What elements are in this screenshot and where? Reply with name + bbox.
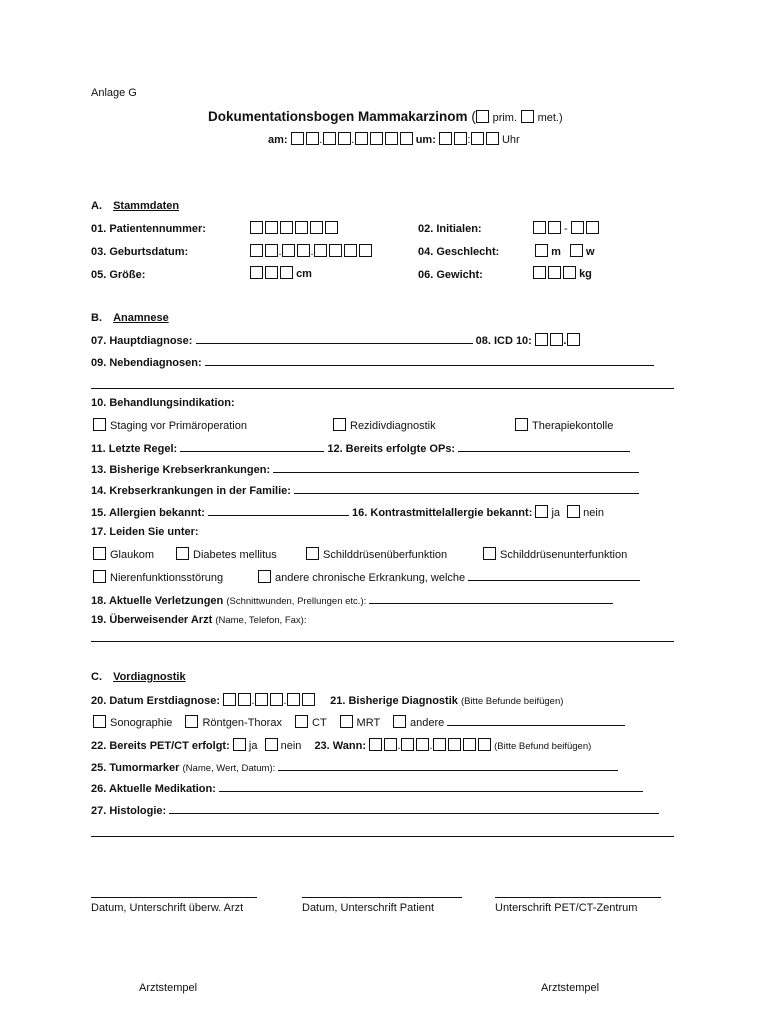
histology-line[interactable] — [169, 803, 659, 814]
petct-ja-checkbox[interactable] — [233, 738, 246, 751]
therapie-checkbox[interactable] — [515, 418, 528, 431]
section-a-letter: A. — [91, 200, 102, 212]
section-c-heading — [91, 671, 186, 683]
time-label: um: — [415, 134, 436, 146]
field-23-note: (Bitte Befund beifügen) — [494, 741, 592, 752]
kidney-label: Nierenfunktionsstörung — [110, 572, 224, 584]
signature-label-center: Unterschrift PET/CT-Zentrum — [495, 902, 638, 914]
prim-label: prim. — [492, 112, 518, 124]
diabetes-checkbox[interactable] — [176, 547, 189, 560]
field-18-label: 18. Aktuelle Verletzungen — [91, 595, 224, 607]
allergies-line[interactable] — [208, 505, 349, 516]
contrast-allergy-nein-checkbox[interactable] — [567, 505, 580, 518]
field-21-note: (Bitte Befunde beifügen) — [460, 696, 564, 707]
mrt-label: MRT — [356, 717, 380, 729]
section-a-heading — [91, 200, 179, 212]
petct-nein-label: nein — [280, 740, 302, 752]
field-25-row — [91, 760, 618, 774]
medication-line[interactable] — [219, 781, 643, 792]
other-diag-label: andere — [410, 717, 445, 729]
field-10-label: 10. Behandlungsindikation: — [91, 397, 235, 409]
field-19-note: (Name, Telefon, Fax): — [215, 615, 307, 626]
contrast-allergy-nein-label: nein — [583, 507, 604, 519]
diagnostics-options — [93, 715, 625, 729]
signature-line-center[interactable] — [495, 897, 661, 898]
field-26-label: 26. Aktuelle Medikation: — [91, 783, 216, 795]
field-27-row — [91, 803, 659, 817]
last-period-line[interactable] — [180, 441, 324, 452]
icd-field[interactable] — [535, 333, 563, 346]
gender-m-checkbox[interactable] — [535, 244, 548, 257]
gender-w-label: w — [585, 246, 595, 258]
section-b-heading — [91, 312, 169, 324]
indication-staging — [93, 418, 247, 432]
condition-glaukom — [93, 547, 154, 561]
weight-unit: kg — [579, 268, 592, 280]
section-c-title: Vordiagnostik — [113, 671, 186, 683]
field-13-row — [91, 462, 639, 476]
field-07-row: 07. Hauptdiagnose: 08. ICD 10: . — [91, 333, 580, 347]
condition-diabetes — [176, 547, 277, 561]
other-chronic-line[interactable] — [468, 570, 640, 581]
tumor-marker-line[interactable] — [278, 760, 618, 771]
initials-field[interactable]: - — [533, 221, 599, 235]
doctor-stamp-label: Arztstempel — [139, 982, 198, 994]
glaukom-checkbox[interactable] — [93, 547, 106, 560]
date-month-field[interactable] — [323, 132, 351, 145]
contrast-allergy-ja-label: ja — [551, 507, 561, 519]
other-chronic-checkbox[interactable] — [258, 570, 271, 583]
field-06-label: 06. Gewicht: — [418, 269, 483, 281]
ct-checkbox[interactable] — [295, 715, 308, 728]
condition-schild-unter — [483, 547, 627, 561]
petct-date-year[interactable] — [433, 738, 491, 751]
field-16-label: 16. Kontrastmittelallergie bekannt: — [352, 507, 533, 519]
petct-date-month[interactable] — [401, 738, 429, 751]
therapie-label: Therapiekontolle — [532, 420, 614, 432]
other-chronic-label: andere chronische Erkrankung, welche — [275, 572, 466, 584]
field-21-label: 21. Bisherige Diagnostik — [330, 695, 458, 707]
center-stamp-label: Arztstempel — [541, 982, 600, 994]
staging-label: Staging vor Primäroperation — [110, 420, 247, 432]
rezidiv-label: Rezidivdiagnostik — [350, 420, 436, 432]
previous-cancers-line[interactable] — [273, 462, 639, 473]
sono-label: Sonographie — [110, 717, 173, 729]
mrt-checkbox[interactable] — [340, 715, 353, 728]
field-19-label: 19. Überweisender Arzt — [91, 614, 213, 626]
other-diag-line[interactable] — [447, 715, 625, 726]
height-field[interactable] — [250, 266, 312, 280]
field-01-label: 01. Patientennummer: — [91, 223, 206, 235]
hyperthyroid-checkbox[interactable] — [306, 547, 319, 560]
icd-suffix-box[interactable] — [567, 333, 580, 346]
date-year-field[interactable] — [355, 132, 413, 145]
staging-checkbox[interactable] — [93, 418, 106, 431]
first-diagnosis-year[interactable] — [287, 693, 315, 706]
field-08-label: 08. ICD 10: — [475, 335, 532, 347]
field-09-row — [91, 355, 654, 369]
field-20-label: 20. Datum Erstdiagnose: — [91, 695, 220, 707]
first-diagnosis-month[interactable] — [255, 693, 283, 706]
secondary-diagnoses-line-2[interactable] — [91, 388, 674, 389]
annex-label: Anlage G — [91, 87, 137, 99]
form-title: Dokumentationsbogen Mammakarzinom — [208, 109, 468, 124]
field-11-label: 11. Letzte Regel: — [91, 443, 178, 455]
time-hour-field[interactable] — [439, 132, 467, 145]
petct-ja-label: ja — [248, 740, 258, 752]
field-18-row — [91, 593, 613, 607]
kidney-checkbox[interactable] — [93, 570, 106, 583]
date-day-field[interactable] — [291, 132, 319, 145]
field-19-row — [91, 614, 306, 626]
field-25-note: (Name, Wert, Datum): — [182, 763, 276, 774]
secondary-diagnoses-line[interactable] — [205, 355, 654, 366]
field-07-label: 07. Hauptdiagnose: — [91, 335, 193, 347]
field-22-label: 22. Bereits PET/CT erfolgt: — [91, 740, 230, 752]
field-11-12-row — [91, 441, 630, 455]
histology-line-2[interactable] — [91, 836, 674, 837]
field-05-label: 05. Größe: — [91, 269, 146, 281]
sono-checkbox[interactable] — [93, 715, 106, 728]
field-14-label: 14. Krebserkrankungen in der Familie: — [91, 485, 291, 497]
signature-label-doctor: Datum, Unterschrift überw. Arzt — [91, 902, 244, 914]
prim-checkbox[interactable] — [476, 110, 489, 123]
injuries-line[interactable] — [369, 593, 613, 604]
field-15-16-row — [91, 505, 604, 519]
time-minute-field[interactable] — [471, 132, 499, 145]
previous-ops-line[interactable] — [458, 441, 630, 452]
form-title-line: Dokumentationsbogen Mammakarzinom ( prim. met.) — [208, 109, 563, 124]
section-c-letter: C. — [91, 671, 102, 683]
xray-label: Röntgen-Thorax — [202, 717, 282, 729]
main-diagnosis-line[interactable] — [196, 333, 473, 344]
field-02-label: 02. Initialen: — [418, 223, 482, 235]
field-17-label: 17. Leiden Sie unter: — [91, 526, 199, 538]
field-27-label: 27. Histologie: — [91, 805, 167, 817]
referring-doctor-line[interactable] — [91, 641, 674, 642]
hypothyroid-checkbox[interactable] — [483, 547, 496, 560]
gender-m-label: m — [551, 246, 561, 258]
field-04-label: 04. Geschlecht: — [418, 246, 500, 258]
met-checkbox[interactable] — [521, 110, 534, 123]
indication-rezidiv — [333, 418, 436, 432]
field-25-label: 25. Tumormarker — [91, 762, 180, 774]
section-b-letter: B. — [91, 312, 102, 324]
field-15-label: 15. Allergien bekannt: — [91, 507, 205, 519]
field-09-label: 09. Nebendiagnosen: — [91, 357, 202, 369]
ct-label: CT — [312, 717, 327, 729]
height-unit: cm — [296, 268, 312, 280]
signature-line-doctor[interactable] — [91, 897, 257, 898]
weight-field[interactable] — [533, 266, 592, 280]
met-label: met.) — [537, 112, 563, 124]
field-14-row — [91, 483, 639, 497]
section-b-title: Anamnese — [113, 312, 169, 324]
condition-andere-chronisch — [258, 570, 640, 584]
field-20-21-row: 20. Datum Erstdiagnose: . . 21. Bisherige Diagnostik (Bitte Befunde beifügen) — [91, 695, 564, 707]
rezidiv-checkbox[interactable] — [333, 418, 346, 431]
signature-line-patient[interactable] — [302, 897, 462, 898]
gender-options — [535, 244, 595, 258]
field-13-label: 13. Bisherige Krebserkrankungen: — [91, 464, 271, 476]
section-a-title: Stammdaten — [113, 200, 180, 212]
field-12-label: 12. Bereits erfolgte OPs: — [327, 443, 456, 455]
field-23-label: 23. Wann: — [314, 740, 366, 752]
xray-checkbox[interactable] — [185, 715, 198, 728]
indication-therapie — [515, 418, 613, 432]
birthdate-field[interactable]: . . — [250, 244, 372, 258]
condition-schild-ueber — [306, 547, 447, 561]
petct-date-day[interactable] — [369, 738, 397, 751]
other-diag-checkbox[interactable] — [393, 715, 406, 728]
patient-number-field[interactable] — [250, 221, 338, 235]
glaukom-label: Glaukom — [110, 549, 155, 561]
diabetes-label: Diabetes mellitus — [193, 549, 277, 561]
signature-label-patient: Datum, Unterschrift Patient — [302, 902, 435, 914]
field-26-row — [91, 781, 643, 795]
date-label: am: — [268, 134, 288, 146]
hypothyroid-label: Schilddrüsenunterfunktion — [500, 549, 628, 561]
field-22-23-row: 22. Bereits PET/CT erfolgt: ja nein 23. Wann: . . (Bitte Befund beifügen) — [91, 740, 592, 752]
petct-nein-checkbox[interactable] — [265, 738, 278, 751]
date-time-line: am: . . um: : Uhr — [268, 134, 520, 146]
gender-w-checkbox[interactable] — [570, 244, 583, 257]
hyperthyroid-label: Schilddrüsenüberfunktion — [323, 549, 448, 561]
contrast-allergy-ja-checkbox[interactable] — [535, 505, 548, 518]
field-18-note: (Schnittwunden, Prellungen etc.): — [226, 596, 367, 607]
field-03-label: 03. Geburtsdatum: — [91, 246, 189, 258]
family-cancers-line[interactable] — [294, 483, 639, 494]
first-diagnosis-day[interactable] — [223, 693, 251, 706]
condition-niere — [93, 570, 223, 584]
time-unit: Uhr — [501, 134, 520, 146]
